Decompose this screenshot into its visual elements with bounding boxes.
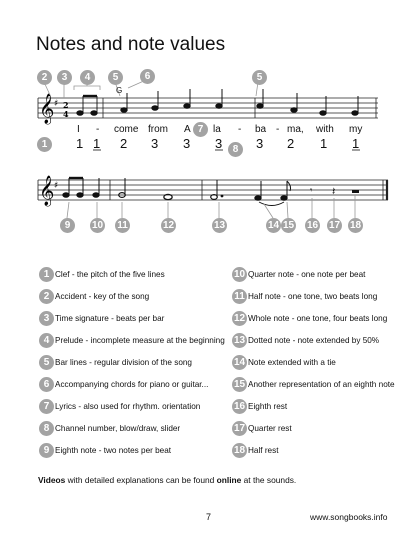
svg-text:𝄞: 𝄞 [39,176,55,206]
callout-1: 1 [37,137,52,152]
legend-item-4: 4 Prelude - incomplete measure at the beginning [55,336,225,346]
legend-item-12: 12 Whole note - one tone, four beats long [233,313,388,324]
footer-note: Videos with detailed explanations can be found online at the sounds. [38,475,297,485]
lyric: la [213,124,221,135]
svg-text:♯: ♯ [54,181,59,191]
channel-number: 1 [320,136,328,151]
callout-14: 14 [267,220,280,231]
svg-text:𝄽: 𝄽 [332,186,336,198]
staff-1 [38,98,378,118]
channel-number: 3 [151,136,159,151]
channel-number: 2 [287,136,295,151]
svg-text:𝄾: 𝄾 [310,185,313,195]
page-title: Notes and note values [36,34,226,55]
callout-17: 17 [328,220,341,231]
legend-item-13: 13 Dotted note - note extended by 50% [233,335,380,346]
legend-item-16: 16 Eighth rest [233,401,288,412]
callout-5b: 5 [252,70,267,85]
legend-item-10: 10 Quarter note - one note per beat [233,269,366,280]
channel-number: 2 [120,136,128,151]
callout-12: 12 [162,220,175,231]
lyric: ba [255,124,267,135]
channel-number: 3 [183,136,191,151]
callout-6: 6 [140,69,155,84]
legend-item-5: 5 Bar lines - regular division of the song [55,358,192,368]
channel-number: 1 [76,136,84,151]
legend-item-18: 18 Half rest [233,445,279,456]
lyric: my [349,124,363,135]
callout-15: 15 [282,220,295,231]
legend-item-8: 8 Channel number, blow/draw, slider [55,424,180,434]
callout-9: 9 [60,218,75,233]
lyric: with [316,124,334,135]
callout-13: 13 [213,220,226,231]
legend-item-14: 14 Note extended with a tie [233,357,336,368]
quarter-notes-1 [121,89,358,115]
legend-item-1: 1 Clef - the pitch of the five lines [55,270,165,280]
legend-item-11: 11 Half note - one tone, two beats long [248,292,377,302]
lyric: ma, [287,124,304,135]
legend-item-2: 2 Accident - key of the song [55,292,149,302]
lyric: - [96,124,100,135]
page-number: 7 [206,512,212,522]
callout-7: 7 [193,122,208,137]
channel-number: 3 [256,136,264,151]
channel-number: 1 [93,136,101,151]
callout-10: 10 [91,220,104,231]
legend-item-9: 9 Eighth note - two notes per beat [55,446,171,456]
callout-2: 2 [37,70,52,85]
callout-5: 5 [108,70,123,85]
lyric: I [77,124,80,135]
chord-label: G [116,86,123,95]
channel-number: 1 [352,136,360,151]
callout-11: 11 [115,218,130,233]
lyric: from [148,124,168,135]
website-link[interactable]: www.songbooks.info [310,512,388,522]
svg-text:4: 4 [63,109,69,119]
legend-item-17: 17 Quarter rest [233,423,292,434]
lyric: - [238,124,242,135]
legend-item-6: 6 Accompanying chords for piano or guitar... [55,380,208,390]
callout-4: 4 [80,70,95,85]
prelude-notes [77,96,97,115]
sharp-accident: ♯ [54,99,59,109]
lyric: come [114,124,139,135]
legend-item-3: 3 Time signature - beats per bar [55,314,164,324]
legend-item-15: 15 Another representation of an eighth note [233,379,395,390]
staff-2 [38,180,388,200]
callout-3: 3 [57,70,72,85]
treble-clef: 𝄞 [39,94,55,124]
lyric: A [184,124,191,135]
channel-number: 3 [215,136,223,151]
callout-8: 8 [228,142,243,157]
legend-item-7: 7 Lyrics - also used for rhythm. orientation [55,402,200,412]
svg-text:2: 2 [63,100,69,110]
callout-16: 16 [306,220,319,231]
callout-18: 18 [349,220,362,231]
lyric: - [276,124,280,135]
